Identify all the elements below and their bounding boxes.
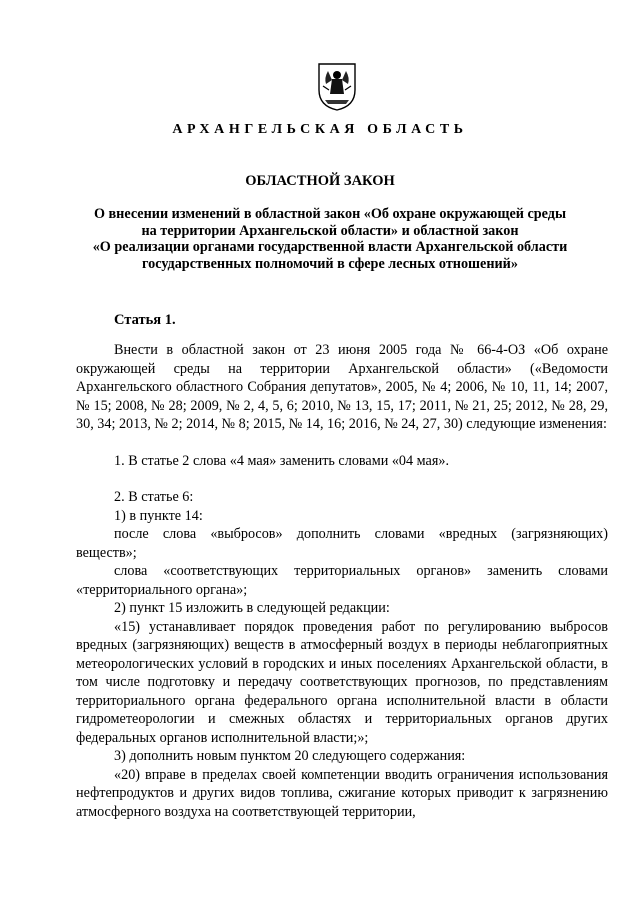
law-type: ОБЛАСТНОЙ ЗАКОН — [245, 173, 395, 189]
subitem-1-a: после слова «выбросов» дополнить словами «вредных (загрязняющих) веществ»; — [76, 526, 608, 561]
law-title-line: О внесении изменений в областной закон «Об охране окружающей среды — [93, 206, 567, 222]
region-name: АРХАНГЕЛЬСКАЯ ОБЛАСТЬ — [172, 122, 468, 137]
subitem-1: 1) в пункте 14: — [114, 507, 203, 524]
subitem-2: 2) пункт 15 изложить в следующей редакции: — [114, 600, 390, 616]
item-2: 2. В статье 6: — [114, 489, 194, 505]
law-title-line: на территории Архангельской области» и областной закон — [141, 222, 519, 239]
arkhangelsk-coat-of-arms-icon — [316, 60, 358, 112]
item-1: 1. В статье 2 слова «4 мая» заменить словами «04 мая». — [114, 452, 450, 469]
law-title-line: «О реализации органами государственной власти Архангельской области — [92, 239, 568, 256]
subitem-1-b: слова «соответствующих территориальных органов» заменить словами «территориального органа»; — [76, 563, 608, 598]
law-title — [60, 206, 600, 272]
article-intro: Внести в областной закон от 23 июня 2005 года № 66-4-ОЗ «Об охране окружающей среды на территории Архангельской области» («Ведомости Архангельского областного Собрания депутатов», 2005, № 4; 2006, № 10, 11, 14; 2007, № 15; 2008, № 28; 2009, № 2, 4, 5, 6; 2010, № 13, 15, 17; 2011, № 21, 25; 2012, № 28, 29, 30, 34; 2013, № 2; 2014, № 8; 2015, № 14, 16; 2016, № 24, 27, 30) следующие изменения: — [76, 342, 608, 432]
subitem-3-text: «20) вправе в пределах своей компетенции вводить ограничения использования нефтепродуктов и других видов топлива, сжигание которых приводит к загрязнению атмосферного воздуха на соответствующей территории, — [76, 766, 608, 820]
article-heading: Статья 1. — [114, 312, 176, 328]
subitem-2-text: «15) устанавливает порядок проведения работ по регулированию выбросов вредных (загрязняющих) веществ в атмосферный воздух в периоды неблагоприятных метеорологических условий в городских и иных поселениях Архангельской области, в том числе подготовку и передачу соответствующих прогнозов, по представлениям территориального органа федерального органа исполнительной власти в области гидрометеорологии и смежных областях и территориальных органов других федеральных органов исполнительной власти;»; — [76, 618, 608, 746]
law-title-line: государственных полномочий в сфере лесных отношений» — [142, 255, 518, 272]
subitem-3: 3) дополнить новым пунктом 20 следующего содержания: — [114, 748, 466, 764]
article-body — [76, 341, 608, 821]
